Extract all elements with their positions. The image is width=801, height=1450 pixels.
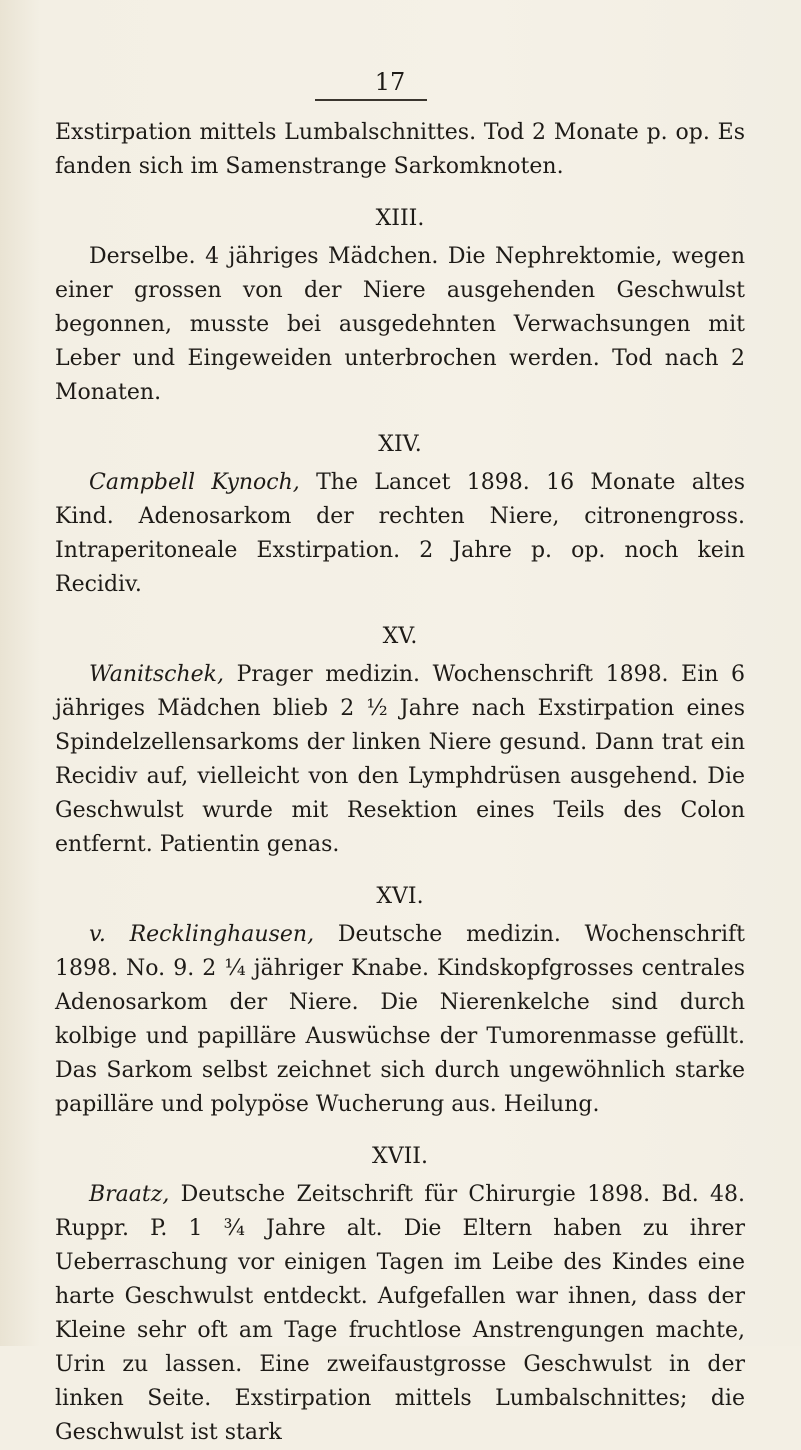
author-name: v. Recklinghausen, xyxy=(89,922,315,947)
case-xvi-text: v. Recklinghausen, Deutsche medizin. Wochenschrift 1898. No. 9. 2 ¼ jähriger Knabe. Kindskopfgrosses centrales Adenosarkom der Niere. Die Nierenkelche sind durch kolbige und papilläre Auswüchse der Tumorenmasse gefüllt. Das Sarkom selbst zeichnet sich durch ungewöhnlich starke papilläre und polypöse Wucherung aus. Heilung. xyxy=(55,922,745,1117)
case-xiii-text: Derselbe. 4 jähriges Mädchen. Die Nephrektomie, wegen einer grossen von der Niere ausgehenden Geschwulst begonnen, musste bei ausgedehnten Verwachsungen mit Leber und Eingeweiden unterbrochen werden. Tod nach 2 Monaten. xyxy=(55,244,745,405)
author-name: Campbell Kynoch, xyxy=(89,470,300,495)
page-number-rule xyxy=(315,99,427,101)
page-number: 17 xyxy=(374,68,406,96)
page-text xyxy=(55,116,745,1450)
case-xvii-text: Braatz, Deutsche Zeitschrift für Chirurgie 1898. Bd. 48. Ruppr. P. 1 ¾ Jahre alt. Die Eltern haben zu ihrer Ueberraschung vor einigen Tagen im Leibe des Kindes eine harte Geschwulst entdeckt. Aufgefallen war ihnen, dass der Kleine sehr oft am Tage fruchtlose Anstrengungen machte, Urin zu lassen. Eine zweifaustgrosse Geschwulst in der linken Seite. Exstirpation mittels Lumbalschnittes; die Geschwulst ist stark xyxy=(55,1182,745,1445)
paragraph-continuation: Exstirpation mittels Lumbalschnittes. Tod 2 Monate p. op. Es fanden sich im Samenstrange Sarkomknoten. xyxy=(55,120,745,179)
case-heading-xvi: XVI. xyxy=(376,884,424,909)
case-heading-xvii: XVII. xyxy=(372,1144,428,1169)
case-xiv-text: Campbell Kynoch, The Lancet 1898. 16 Monate altes Kind. Adenosarkom der rechten Niere, citronengross. Intraperitoneale Exstirpation. 2 Jahre p. op. noch kein Recidiv. xyxy=(55,470,746,597)
case-heading-xiv: XIV. xyxy=(378,432,422,457)
case-heading-xv: XV. xyxy=(382,624,418,649)
case-heading-xiii: XIII. xyxy=(375,206,425,231)
author-name: Braatz, xyxy=(89,1182,170,1207)
author-name: Wanitschek, xyxy=(89,662,224,687)
case-xv-text: Wanitschek, Prager medizin. Wochenschrift 1898. Ein 6 jähriges Mädchen blieb 2 ½ Jahre nach Exstirpation eines Spindelzellensarkoms der linken Niere gesund. Dann trat ein Recidiv auf, vielleicht von den Lymphdrüsen ausgehend. Die Geschwulst wurde mit Resektion eines Teils des Colon entfernt. Patientin genas. xyxy=(55,662,745,857)
